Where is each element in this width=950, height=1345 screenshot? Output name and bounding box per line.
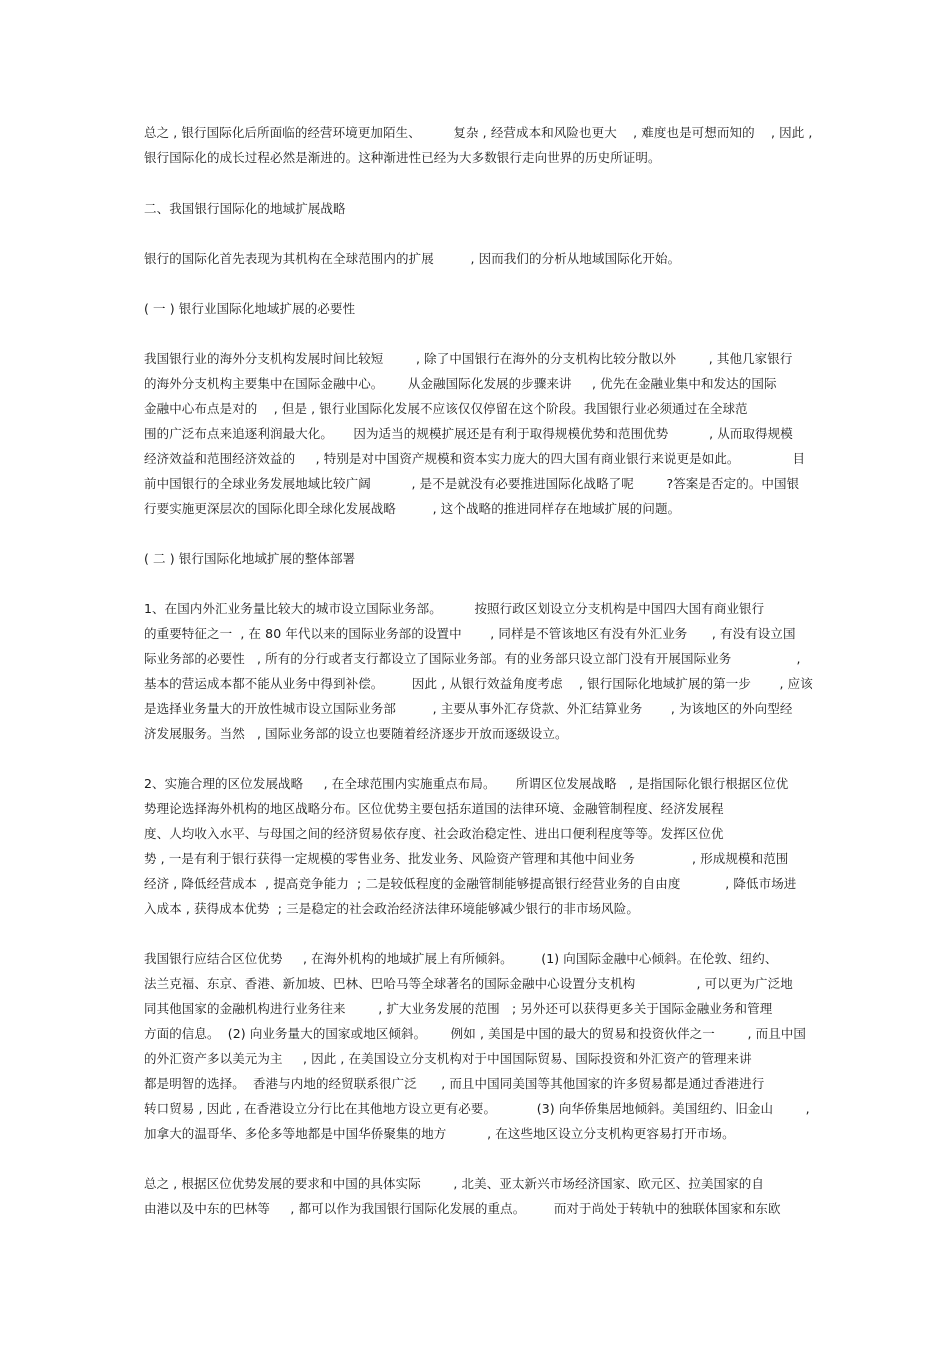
subsection-heading: ( 二 ) 银行国际化地域扩展的整体部署 (144, 551, 356, 566)
body-text-line: 2、实施合理的区位发展战略 , 在全球范围内实施重点布局。 所谓区位发展战略 , 是指国际化银行根据区位优 (144, 776, 789, 791)
body-text-line: 前中国银行的全球业务发展地域比较广阔 , 是不是就没有必要推进国际化战略了呢 ?答案是否定的。中国银 (144, 476, 800, 491)
body-text-line: 同其他国家的金融机构进行业务往来 , 扩大业务发展的范围 ; 另外还可以获得更多关于国际金融业务和管理 (144, 1001, 773, 1016)
body-text-line: 银行国际化的成长过程必然是渐进的。这种渐进性已经为大多数银行走向世界的历史所证明。 (144, 150, 661, 165)
body-text-line: 经济效益和范围经济效益的 , 特别是对中国资产规模和资本实力庞大的四大国有商业银行来说更是如此。 目 (144, 451, 806, 466)
body-text-line: 基本的营运成本都不能从业务中得到补偿。 因此 , 从银行效益角度考虑 , 银行国际化地域扩展的第一步 , 应该 (144, 676, 813, 691)
body-text-line: 我国银行应结合区位优势 , 在海外机构的地域扩展上有所倾斜。 (1) 向国际金融中心倾斜。在伦敦、纽约、 (144, 951, 778, 966)
body-text-line: 入成本 , 获得成本优势 ; 三是稳定的社会政治经济法律环境能够减少银行的非市场风险。 (144, 901, 639, 916)
section-heading: 二、我国银行国际化的地域扩展战略 (144, 201, 346, 216)
body-text-line: 法兰克福、东京、香港、新加坡、巴林、巴哈马等全球著名的国际金融中心设置分支机构 , 可以更为广泛地 (144, 976, 793, 991)
body-text-line: 际业务部的必要性 , 所有的分行或者支行都设立了国际业务部。有的业务部只设立部门没有开展国际业务 , (144, 651, 801, 666)
body-text-line: 我国银行业的海外分支机构发展时间比较短 , 除了中国银行在海外的分支机构比较分散以外 , 其他几家银行 (144, 351, 793, 366)
body-text-line: 经济 , 降低经营成本 , 提高竞争能力 ; 二是较低程度的金融管制能够提高银行经营业务的自由度 , 降低市场进 (144, 876, 797, 891)
body-text-line: 是选择业务量大的开放性城市设立国际业务部 , 主要从事外汇存贷款、外汇结算业务 , 为该地区的外向型经 (144, 701, 793, 716)
body-text-line: 度、人均收入水平、与母国之间的经济贸易依存度、社会政治稳定性、进出口便利程度等等。发挥区位优 (144, 826, 724, 841)
body-text-line: 围的广泛布点来追逐利润最大化。 因为适当的规模扩展还是有利于取得规模优势和范围优势 , 从而取得规模 (144, 426, 793, 441)
body-text-line: 方面的信息。 (2) 向业务量大的国家或地区倾斜。 例如 , 美国是中国的最大的贸易和投资伙伴之一 , 而且中国 (144, 1026, 807, 1041)
subsection-heading: ( 一 ) 银行业国际化地域扩展的必要性 (144, 301, 356, 316)
body-text-line: 的外汇资产多以美元为主 , 因此 , 在美国设立分支机构对于中国国际贸易、国际投资和外汇资产的管理来讲 (144, 1051, 752, 1066)
body-text-line: 总之 , 银行国际化后所面临的经营环境更加陌生、 复杂 , 经营成本和风险也更大 , 难度也是可想而知的 , 因此 , (144, 125, 813, 140)
body-text-line: 的重要特征之一 , 在 80 年代以来的国际业务部的设置中 , 同样是不管该地区有没有外汇业务 , 有没有设立国 (144, 626, 796, 641)
body-text-line: 金融中心布点是对的 , 但是 , 银行业国际化发展不应该仅仅停留在这个阶段。我国银行业必须通过在全球范 (144, 401, 748, 416)
body-text-line: 1、在国内外汇业务量比较大的城市设立国际业务部。 按照行政区划设立分支机构是中国四大国有商业银行 (144, 601, 765, 616)
body-text-line: 银行的国际化首先表现为其机构在全球范围内的扩展 , 因而我们的分析从地域国际化开始。 (144, 251, 681, 266)
body-text-line: 势 , 一是有利于银行获得一定规模的零售业务、批发业务、风险资产管理和其他中间业务 , 形成规模和范围 (144, 851, 789, 866)
body-text-line: 济发展服务。当然 , 国际业务部的设立也要随着经济逐步开放而逐级设立。 (144, 726, 568, 741)
body-text-line: 转口贸易 , 因此 , 在香港设立分行比在其他地方设立更有必要。 (3) 向华侨集居地倾斜。美国纽约、旧金山 , (144, 1101, 810, 1116)
body-text-line: 总之 , 根据区位优势发展的要求和中国的具体实际 , 北美、亚太新兴市场经济国家、欧元区、拉美国家的自 (144, 1176, 764, 1191)
body-text-line: 加拿大的温哥华、多伦多等地都是中国华侨聚集的地方 , 在这些地区设立分支机构更容易打开市场。 (144, 1126, 735, 1141)
body-text-line: 由港以及中东的巴林等 , 都可以作为我国银行国际化发展的重点。 而对于尚处于转轨中的独联体国家和东欧 (144, 1201, 781, 1216)
body-text-line: 的海外分支机构主要集中在国际金融中心。 从金融国际化发展的步骤来讲 , 优先在金融业集中和发达的国际 (144, 376, 777, 391)
body-text-line: 都是明智的选择。 香港与内地的经贸联系很广泛 , 而且中国同美国等其他国家的许多贸易都是通过香港进行 (144, 1076, 765, 1091)
body-text-line: 势理论选择海外机构的地区战略分布。区位优势主要包括东道国的法律环境、金融管制程度、经济发展程 (144, 801, 724, 816)
body-text-line: 行要实施更深层次的国际化即全球化发展战略 , 这个战略的推进同样存在地域扩展的问题。 (144, 501, 681, 516)
